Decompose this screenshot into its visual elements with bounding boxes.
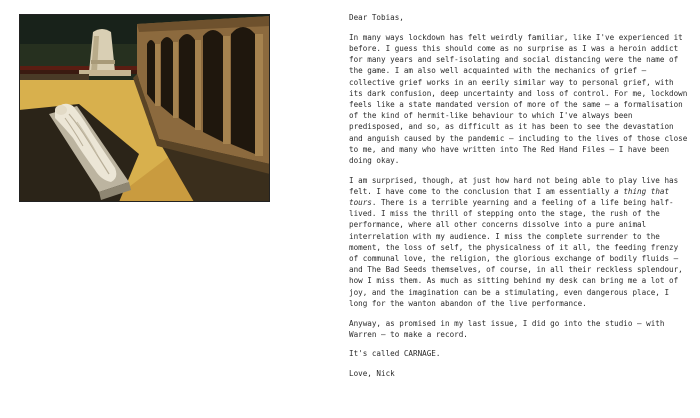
paragraph-touring-text-end: . There is a terrible yearning and a feeling of a life being half-lived. I miss the thrill of stepping onto the stage, the rush of the performance, where all other concerns dissolve into a pure animal interrelation with my audience. I miss the complete surrender to the moment, the loss of self, the physicalness of it all, the feeding frenzy of communal love, the religion, the glorious exchange of bodily fluids — and The Bad Seeds themselves, of course, in all their reckless splendour, how I miss them. As much as sitting behind my desk can bring me a lot of joy, and the imagination can be a stimulating, even dangerous place, I long for the wanton abandon of the live performance. [349,198,683,308]
paragraph-touring-emphasis: a thing that tours [349,186,670,208]
signoff: Love, Nick [349,369,395,379]
paragraph-touring-text-start: I am surprised, though, at just how hard not being able to play live has felt. I have come to the conclusion that I am essentially [349,175,679,196]
paragraph-carnage: It's called CARNAGE. [349,349,441,359]
paragraph-lockdown: In many ways lockdown has felt weirdly familiar, like I've experienced it before. I guess this should come as no surprise as I was a heroin addict for many years and self-isolating and social distancing were the name of the game. I am also well acquainted with the mechanics of grief — collective grief works in an eerily similar way to personal grief, with its dark confusion, deep uncertainty and loss of control. For me, lockdown feels like a state mandated version of more of the same — a formalisation of the kind of hermit-like behaviour to which I've always been predisposed, and so, as difficult as it has been to see the devastation and anguish caused by the pandemic — including to the lives of those close to me, and many who have written into The Red Hand Files — I have been doing okay. [349,32,688,165]
letter-body [349,12,689,388]
paragraph-touring [349,175,689,309]
painting-image [19,14,270,202]
paragraph-studio: Anyway, as promised in my last issue, I did go into the studio — with Warren — to make a record. [349,318,665,339]
salutation: Dear Tobias, [349,13,404,22]
